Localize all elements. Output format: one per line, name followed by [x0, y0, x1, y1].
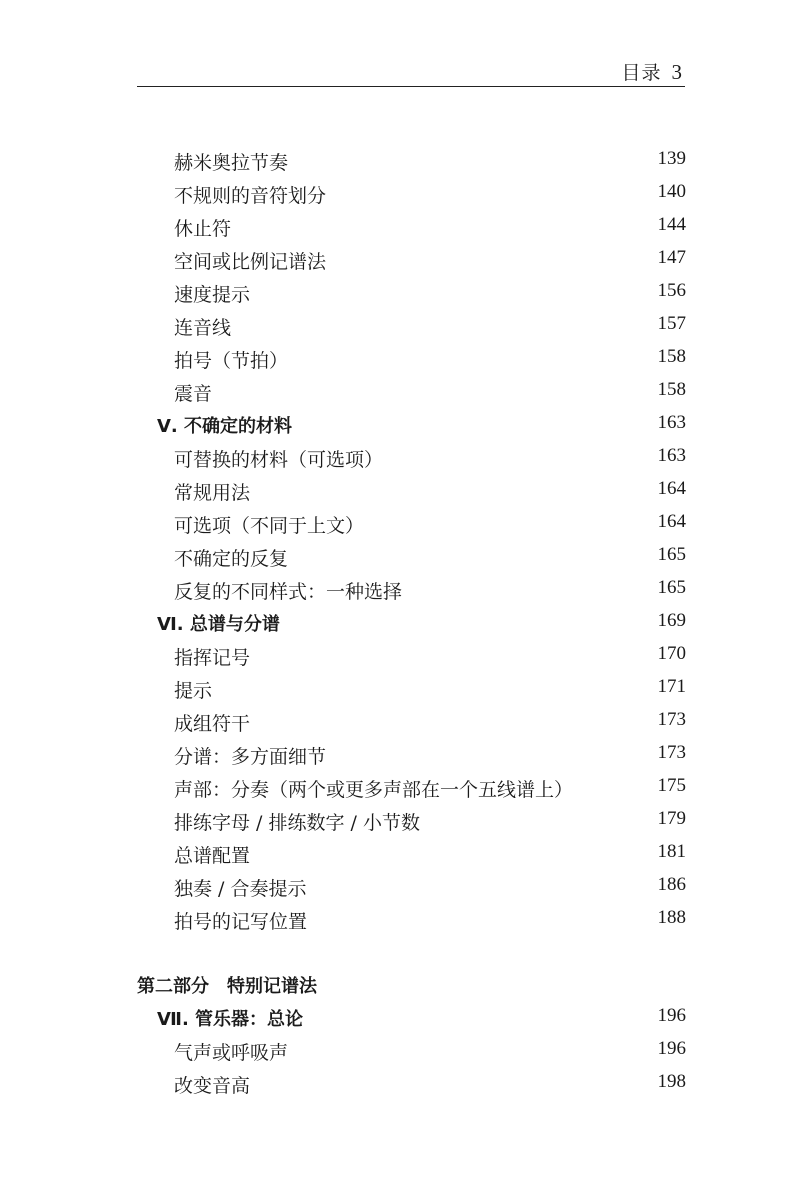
toc-entry-page-number: 170	[657, 643, 686, 664]
toc-entry-page-number: 139	[657, 148, 686, 169]
toc-entry-page-number: 188	[657, 907, 686, 928]
toc-entry-page-number: 144	[657, 214, 686, 235]
toc-entry-title: 速度提示	[174, 284, 251, 306]
toc-entry	[0, 511, 800, 541]
toc-entry-page-number: 164	[657, 511, 686, 532]
toc-chapter-heading	[0, 610, 800, 640]
toc-entry	[0, 313, 800, 343]
toc-entry-title: 声部：分奏（两个或更多声部在一个五线谱上）	[174, 779, 574, 801]
toc-entry-page-number: 175	[657, 775, 686, 796]
toc-part-heading	[0, 972, 800, 1002]
toc-entry-title: 独奏 / 合奏提示	[174, 878, 307, 900]
toc-entry-title: 不规则的音符划分	[174, 185, 327, 207]
toc-entry-page-number: 156	[657, 280, 686, 301]
toc-entry-title: 提示	[174, 680, 213, 702]
toc-entry-title: 分谱：多方面细节	[174, 746, 327, 768]
toc-entry-title: 总谱配置	[174, 845, 251, 867]
toc-entry-page-number: 158	[657, 346, 686, 367]
toc-entry-title: 常规用法	[174, 482, 251, 504]
running-header	[137, 56, 685, 87]
toc-entry	[0, 841, 800, 871]
toc-entry-title: 空间或比例记谱法	[174, 251, 327, 273]
toc-entry	[0, 808, 800, 838]
toc-entry-page-number: 140	[657, 181, 686, 202]
toc-entry	[0, 709, 800, 739]
toc-entry	[0, 907, 800, 937]
toc-entry	[0, 742, 800, 772]
toc-entry	[0, 247, 800, 277]
toc-entry-page-number: 163	[657, 445, 686, 466]
header-page-number: 3	[671, 60, 683, 84]
header-title: 目录	[621, 62, 662, 84]
toc-entry-page-number: 173	[657, 742, 686, 763]
toc-entry	[0, 874, 800, 904]
header-text	[621, 58, 683, 85]
toc-entry	[0, 643, 800, 673]
toc-entry	[0, 148, 800, 178]
toc-entry-title: 可替换的材料（可选项）	[174, 449, 384, 471]
toc-entry-title: 第二部分 特别记谱法	[137, 976, 317, 997]
toc-entry-page-number: 164	[657, 478, 686, 499]
toc-entry	[0, 346, 800, 376]
toc-entry-title: 不确定的反复	[174, 548, 289, 570]
toc-entry-title: 拍号（节拍）	[174, 350, 289, 372]
toc-entry-page-number: 147	[657, 247, 686, 268]
toc-entry	[0, 478, 800, 508]
toc-chapter-heading	[0, 412, 800, 442]
toc-entry-title: 连音线	[174, 317, 232, 339]
toc-entry-title: 成组符干	[174, 713, 251, 735]
toc-entry	[0, 676, 800, 706]
toc-entry-title: 赫米奥拉节奏	[174, 152, 289, 174]
toc-entry	[0, 1071, 800, 1101]
toc-entry-page-number: 179	[657, 808, 686, 829]
toc-entry-page-number: 157	[657, 313, 686, 334]
toc-chapter-heading	[0, 1005, 800, 1035]
toc-entry-title: 排练字母 / 排练数字 / 小节数	[174, 812, 420, 834]
toc-entry	[0, 214, 800, 244]
toc-entry-page-number: 165	[657, 544, 686, 565]
toc-entry-page-number: 165	[657, 577, 686, 598]
toc-entry-page-number: 196	[657, 1038, 686, 1059]
toc-entry-page-number: 158	[657, 379, 686, 400]
toc-entry-page-number: 181	[657, 841, 686, 862]
toc-entry-title: Ⅴ. 不确定的材料	[157, 416, 293, 437]
toc-entry	[0, 577, 800, 607]
toc-entry-page-number: 169	[657, 610, 686, 631]
toc-entry	[0, 544, 800, 574]
toc-entry-title: 指挥记号	[174, 647, 251, 669]
toc-entry-title: 气声或呼吸声	[174, 1042, 289, 1064]
toc-entry-title: 震音	[174, 383, 213, 405]
toc-entry-title: 拍号的记写位置	[174, 911, 308, 933]
toc-entry-page-number: 196	[657, 1005, 686, 1026]
toc-entry-title: Ⅵ. 总谱与分谱	[157, 614, 280, 635]
toc-entry-title: 可选项（不同于上文）	[174, 515, 365, 537]
toc-entry-page-number: 163	[657, 412, 686, 433]
toc-entry-page-number: 198	[657, 1071, 686, 1092]
toc-entry	[0, 379, 800, 409]
toc-entry	[0, 775, 800, 805]
toc-entry-page-number: 171	[657, 676, 686, 697]
toc-entry-page-number: 173	[657, 709, 686, 730]
toc-entry	[0, 1038, 800, 1068]
toc-entry-title: Ⅶ. 管乐器：总论	[157, 1009, 304, 1030]
toc-entry	[0, 280, 800, 310]
toc-entry	[0, 445, 800, 475]
toc-entry-title: 改变音高	[174, 1075, 251, 1097]
toc-entry-title: 休止符	[174, 218, 232, 240]
toc-entry	[0, 181, 800, 211]
toc-entry-title: 反复的不同样式：一种选择	[174, 581, 403, 603]
toc-entry-page-number: 186	[657, 874, 686, 895]
